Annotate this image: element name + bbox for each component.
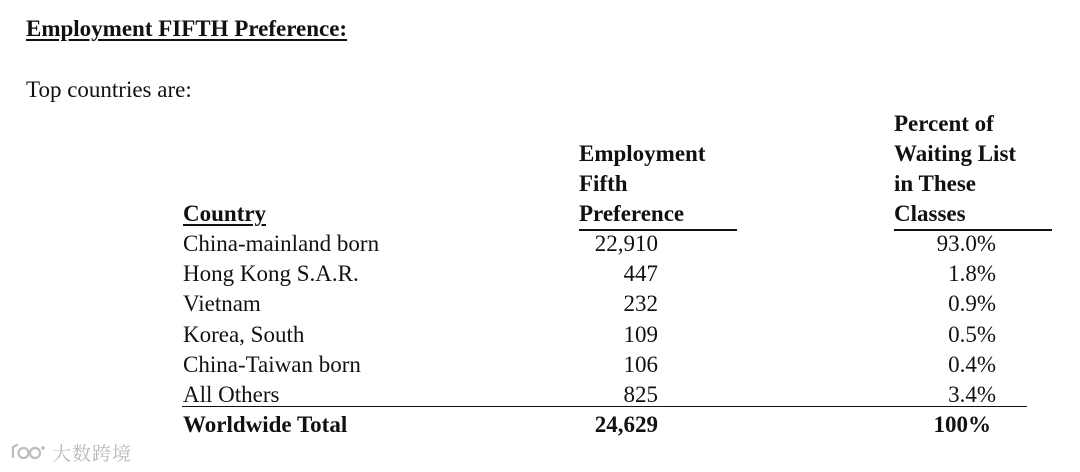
percent-header-line: Percent of [894, 111, 994, 136]
percent-column-header [894, 109, 1052, 231]
percent-cell: 0.9% [948, 291, 996, 317]
intro-text: Top countries are: [26, 77, 192, 102]
percent-cell: 0.5% [948, 321, 996, 347]
count-cell: 232 [623, 291, 658, 317]
country-cell: Hong Kong S.A.R. [183, 261, 359, 287]
watermark [10, 437, 132, 467]
country-column-header: Country [183, 201, 267, 226]
brand-logo-icon [10, 441, 46, 463]
count-cell: 106 [623, 351, 658, 377]
percent-header-line: in These [894, 171, 977, 196]
percent-cell: 93.0% [936, 231, 996, 256]
count-cell: 825 [623, 381, 658, 407]
percent-header-line: Classes [894, 199, 1052, 231]
preference-column-header [579, 139, 737, 231]
watermark-text: 大数跨境 [52, 442, 133, 465]
country-table-body [0, 229, 1080, 440]
preference-header-line: Fifth [579, 171, 628, 196]
total-row [0, 410, 1080, 440]
count-cell: 22,910 [594, 231, 658, 256]
percent-cell: 0.4% [948, 351, 996, 377]
country-cell: Korea, South [183, 321, 305, 347]
table-row [0, 229, 1080, 259]
table-row [0, 320, 1080, 350]
country-cell: China-Taiwan born [183, 351, 361, 377]
table-row [0, 259, 1080, 289]
country-cell: Vietnam [183, 291, 261, 317]
total-divider [182, 406, 1027, 407]
country-cell: All Others [183, 381, 280, 407]
table-row [0, 350, 1080, 380]
table-row [0, 289, 1080, 319]
percent-cell: 3.4% [948, 381, 996, 407]
count-cell: 447 [623, 261, 658, 287]
preference-header-line: Preference [579, 199, 737, 231]
section-heading: Employment FIFTH Preference: [26, 16, 348, 41]
count-cell: 109 [623, 321, 658, 347]
preference-header-line: Employment [579, 141, 706, 166]
percent-header-line: Waiting List [894, 141, 1017, 166]
country-cell: China-mainland born [183, 231, 380, 256]
total-label: Worldwide Total [183, 412, 348, 438]
percent-cell: 1.8% [948, 261, 996, 287]
total-count: 24,629 [594, 412, 658, 438]
total-percent: 100% [933, 412, 991, 438]
